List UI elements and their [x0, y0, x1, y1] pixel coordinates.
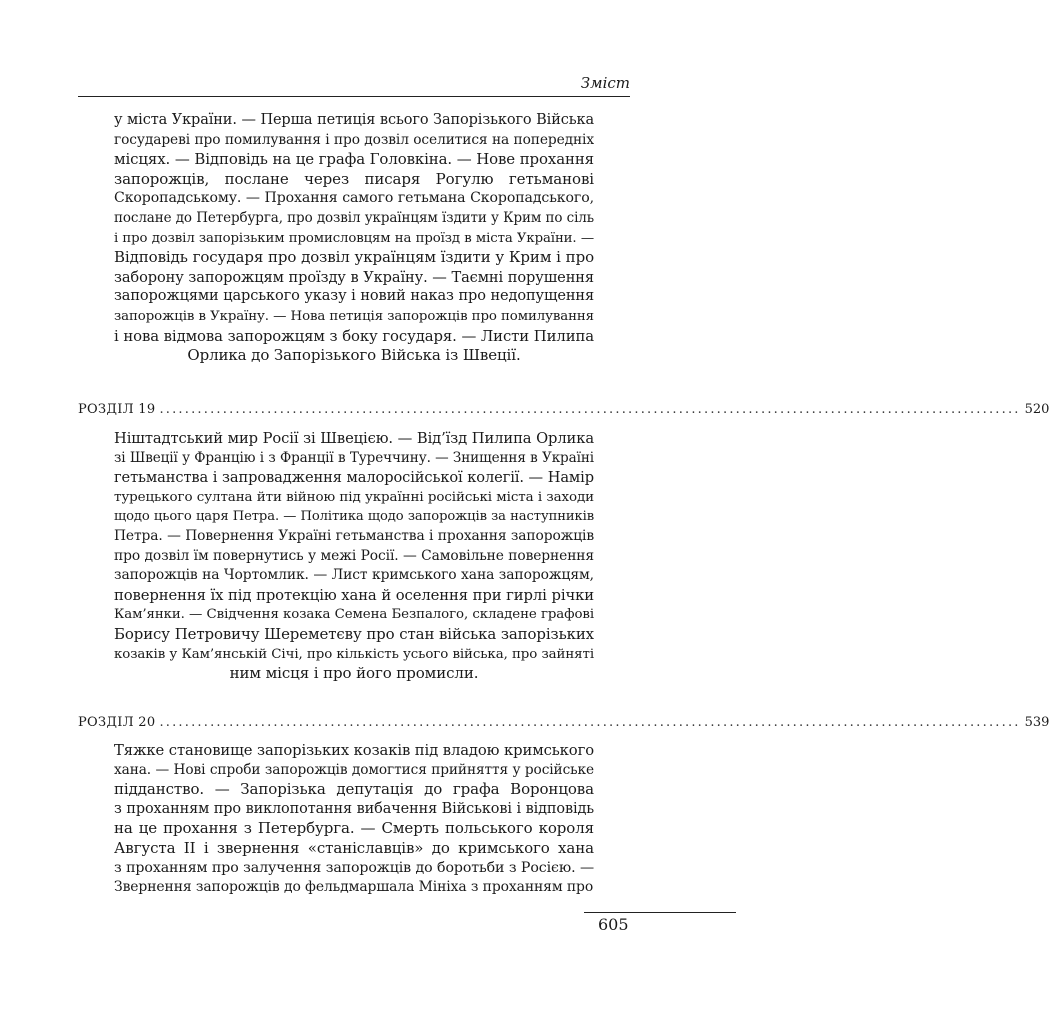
text-line: Відповідь государя про дозвіл українцям їздити у Крим і про [114, 248, 594, 267]
text-line: ним місця і про його промисли. [229, 664, 479, 683]
text-line: Петра. — Повернення Україні гетьманства і прохання запорожців [114, 527, 594, 544]
text-line: заборону запорожцям проїзду в Україну. — Таємні порушення [114, 268, 594, 286]
chapter-20-summary [114, 741, 594, 898]
toc-entry-chapter-20[interactable] [78, 715, 1049, 730]
text-line: і нова відмова запорожцям з боку государя. — Листи Пилипа [114, 327, 594, 345]
text-line: підданство. — Запорізька депутація до графа Воронцова [114, 780, 594, 799]
chapter-page-number: 539 [1024, 715, 1049, 730]
leader-dots: ........................................................................................................................................ [159, 402, 1021, 417]
text-line: государеві про помилування і про дозвіл оселитися на попередніх [114, 131, 594, 148]
text-line: і про дозвіл запорізьким промисловцям на проїзд в міста України. — [114, 230, 594, 246]
page-number: 605 [598, 915, 629, 934]
text-line: запорожців на Чортомлик. — Лист кримського хана запорожцям, [114, 567, 594, 584]
text-line: послане до Петербурга, про дозвіл українцям їздити у Крим по сіль [114, 209, 594, 226]
text-line: місцях. — Відповідь на це графа Головкіна. — Нове прохання [114, 150, 594, 169]
text-line: запорожців в Україну. — Нова петиція запорожців про помилування [114, 308, 594, 324]
text-line: з проханням про виклопотання вибачення Військові і відповідь [114, 800, 594, 817]
text-line: з проханням про залучення запорожців до боротьби з Росією. — [114, 859, 594, 876]
text-line: у міста України. — Перша петиція всього Запорізького Війська [114, 112, 594, 128]
text-line: козаків у Кам’янській Січі, про кількість усього війська, про зайняті [114, 646, 594, 662]
text-line: повернення їх під протекцію хана й оселення при гирлі річки [114, 586, 594, 604]
text-line: Звернення запорожців до фельдмаршала Мініха з проханням про [114, 879, 594, 896]
header-rule [78, 96, 630, 97]
chapter-19-summary [114, 429, 594, 684]
chapter-label: РОЗДІЛ 20 [78, 715, 156, 730]
text-line: Скоропадському. — Прохання самого гетьмана Скоропадського, [114, 190, 594, 207]
text-line: Кам’янки. — Свідчення козака Семена Безпалого, складене графові [114, 607, 594, 623]
chapter-page-number: 520 [1024, 402, 1049, 417]
text-line: Ніштадтський мир Росії зі Швецією. — Від’їзд Пилипа Орлика [114, 430, 594, 447]
text-line: запорожцями царського указу і новий наказ про недопущення [114, 288, 594, 305]
text-line: запорожців, послане через писаря Рогулю гетьманові [114, 169, 594, 188]
running-title: Зміст [580, 74, 630, 92]
text-line: хана. — Нові спроби запорожців домогтися прийняття у російське [114, 761, 594, 778]
text-line: щодо цього царя Петра. — Політика щодо запорожців за наступників [114, 509, 594, 525]
text-line: зі Швеції у Францію і з Франції в Туреччину. — Знищення в Україні [114, 449, 594, 466]
toc-summary-continued [114, 111, 594, 366]
text-line: Орлика до Запорізького Війська із Швеції. [187, 346, 521, 365]
text-line: Августа II і звернення «станіславців» до кримського хана [114, 838, 594, 857]
text-line: Тяжке становище запорізьких козаків під владою кримського [114, 742, 594, 759]
footer-rule [584, 912, 736, 913]
text-line: турецького султана йти війною під українні російські міста і заходи [114, 489, 594, 505]
chapter-label: РОЗДІЛ 19 [78, 402, 156, 417]
text-line: Борису Петровичу Шереметєву про стан війська запорізьких [114, 624, 594, 643]
text-line: гетьманства і запровадження малоросійської колегії. — Намір [114, 469, 594, 487]
leader-dots: ........................................................................................................................................ [159, 715, 1021, 730]
toc-entry-chapter-19[interactable] [78, 402, 1049, 417]
text-line: про дозвіл їм повернутись у межі Росії. — Самовільне повернення [114, 547, 594, 564]
text-line: на це прохання з Петербурга. — Смерть польського короля [114, 819, 594, 838]
